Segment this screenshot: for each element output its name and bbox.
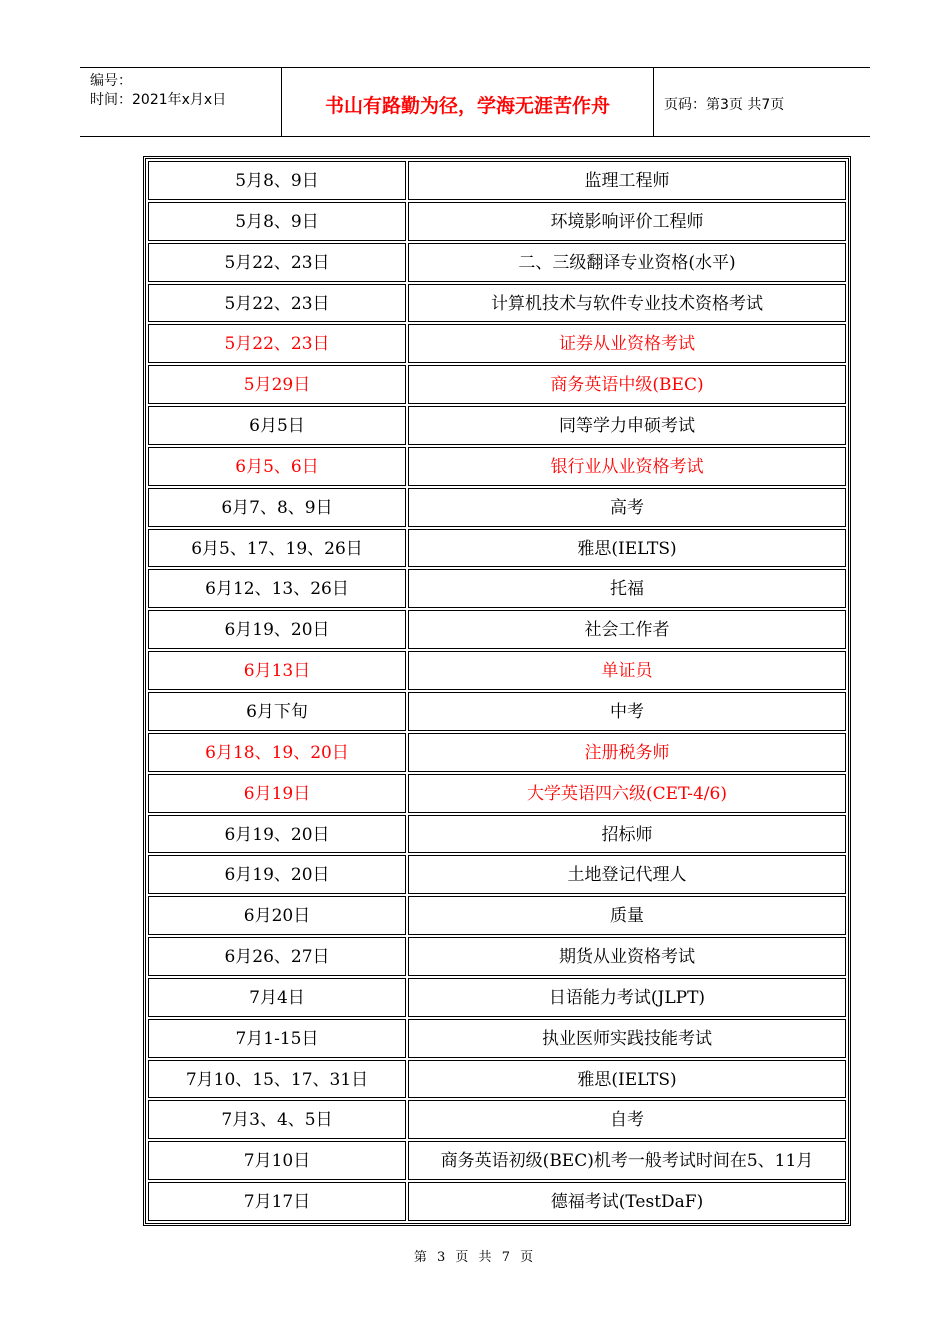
- table-row: [148, 1182, 846, 1221]
- exam-date-cell: 6月19、20日: [148, 610, 406, 649]
- exam-name-cell: 注册税务师: [408, 733, 846, 772]
- table-row: [148, 1100, 846, 1139]
- exam-date-cell: 6月20日: [148, 896, 406, 935]
- table-row: [148, 243, 846, 282]
- exam-date-cell: 6月12、13、26日: [148, 569, 406, 608]
- table-row: [148, 733, 846, 772]
- table-row: [148, 284, 846, 323]
- exam-date-cell: 7月10、15、17、31日: [148, 1060, 406, 1099]
- exam-date-cell: 7月17日: [148, 1182, 406, 1221]
- exam-name-cell: 招标师: [408, 815, 846, 854]
- table-row: [148, 855, 846, 894]
- exam-date-cell: 5月22、23日: [148, 284, 406, 323]
- page-header: [80, 67, 870, 137]
- table-row: [148, 1019, 846, 1058]
- header-left-cell: [80, 68, 282, 136]
- table-row: [148, 447, 846, 486]
- exam-date-cell: 6月13日: [148, 651, 406, 690]
- table-row: [148, 365, 846, 404]
- table-row: [148, 1060, 846, 1099]
- exam-name-cell: 雅思(IELTS): [408, 1060, 846, 1099]
- header-motto: 书山有路勤为径，学海无涯苦作舟: [282, 68, 654, 136]
- exam-name-cell: 中考: [408, 692, 846, 731]
- exam-name-cell: 社会工作者: [408, 610, 846, 649]
- exam-date-cell: 6月下旬: [148, 692, 406, 731]
- exam-date-cell: 6月18、19、20日: [148, 733, 406, 772]
- table-row: [148, 406, 846, 445]
- table-row: [148, 569, 846, 608]
- exam-date-cell: 5月22、23日: [148, 324, 406, 363]
- exam-name-cell: 计算机技术与软件专业技术资格考试: [408, 284, 846, 323]
- exam-date-cell: 6月5、17、19、26日: [148, 529, 406, 568]
- exam-name-cell: 大学英语四六级(CET-4/6): [408, 774, 846, 813]
- exam-date-cell: 5月29日: [148, 365, 406, 404]
- exam-name-cell: 雅思(IELTS): [408, 529, 846, 568]
- exam-date-cell: 7月1-15日: [148, 1019, 406, 1058]
- table-row: [148, 610, 846, 649]
- exam-name-cell: 环境影响评价工程师: [408, 202, 846, 241]
- exam-name-cell: 证券从业资格考试: [408, 324, 846, 363]
- exam-date-cell: 6月7、8、9日: [148, 488, 406, 527]
- exam-date-cell: 7月3、4、5日: [148, 1100, 406, 1139]
- table-row: [148, 161, 846, 200]
- exam-date-cell: 5月22、23日: [148, 243, 406, 282]
- exam-name-cell: 银行业从业资格考试: [408, 447, 846, 486]
- exam-date-cell: 7月4日: [148, 978, 406, 1017]
- exam-name-cell: 日语能力考试(JLPT): [408, 978, 846, 1017]
- exam-name-cell: 托福: [408, 569, 846, 608]
- exam-date-cell: 6月19、20日: [148, 855, 406, 894]
- table-row: [148, 202, 846, 241]
- exam-date-cell: 6月19日: [148, 774, 406, 813]
- header-page-info: 页码：第3页 共7页: [664, 97, 785, 113]
- exam-date-cell: 6月26、27日: [148, 937, 406, 976]
- table-row: [148, 529, 846, 568]
- exam-date-cell: 7月10日: [148, 1141, 406, 1180]
- exam-name-cell: 同等学力申硕考试: [408, 406, 846, 445]
- table-row: [148, 978, 846, 1017]
- table-row: [148, 896, 846, 935]
- exam-name-cell: 高考: [408, 488, 846, 527]
- exam-date-cell: 6月19、20日: [148, 815, 406, 854]
- exam-name-cell: 自考: [408, 1100, 846, 1139]
- exam-name-cell: 商务英语中级(BEC): [408, 365, 846, 404]
- table-row: [148, 692, 846, 731]
- table-row: [148, 1141, 846, 1180]
- exam-name-cell: 质量: [408, 896, 846, 935]
- table-row: [148, 488, 846, 527]
- exam-name-cell: 执业医师实践技能考试: [408, 1019, 846, 1058]
- time-label: 时间：2021年x月x日: [90, 92, 227, 108]
- page-footer: 第 3 页 共 7 页: [413, 1250, 537, 1265]
- table-row: [148, 324, 846, 363]
- exam-schedule-table: [143, 156, 851, 1226]
- table-row: [148, 774, 846, 813]
- exam-date-cell: 5月8、9日: [148, 161, 406, 200]
- exam-name-cell: 期货从业资格考试: [408, 937, 846, 976]
- number-label: 编号：: [90, 73, 132, 89]
- exam-name-cell: 商务英语初级(BEC)机考一般考试时间在5、11月: [408, 1141, 846, 1180]
- exam-name-cell: 二、三级翻译专业资格(水平): [408, 243, 846, 282]
- exam-date-cell: 6月5、6日: [148, 447, 406, 486]
- exam-name-cell: 德福考试(TestDaF): [408, 1182, 846, 1221]
- table-row: [148, 651, 846, 690]
- exam-date-cell: 6月5日: [148, 406, 406, 445]
- table-row: [148, 815, 846, 854]
- exam-date-cell: 5月8、9日: [148, 202, 406, 241]
- exam-name-cell: 监理工程师: [408, 161, 846, 200]
- exam-name-cell: 单证员: [408, 651, 846, 690]
- table-row: [148, 937, 846, 976]
- exam-name-cell: 土地登记代理人: [408, 855, 846, 894]
